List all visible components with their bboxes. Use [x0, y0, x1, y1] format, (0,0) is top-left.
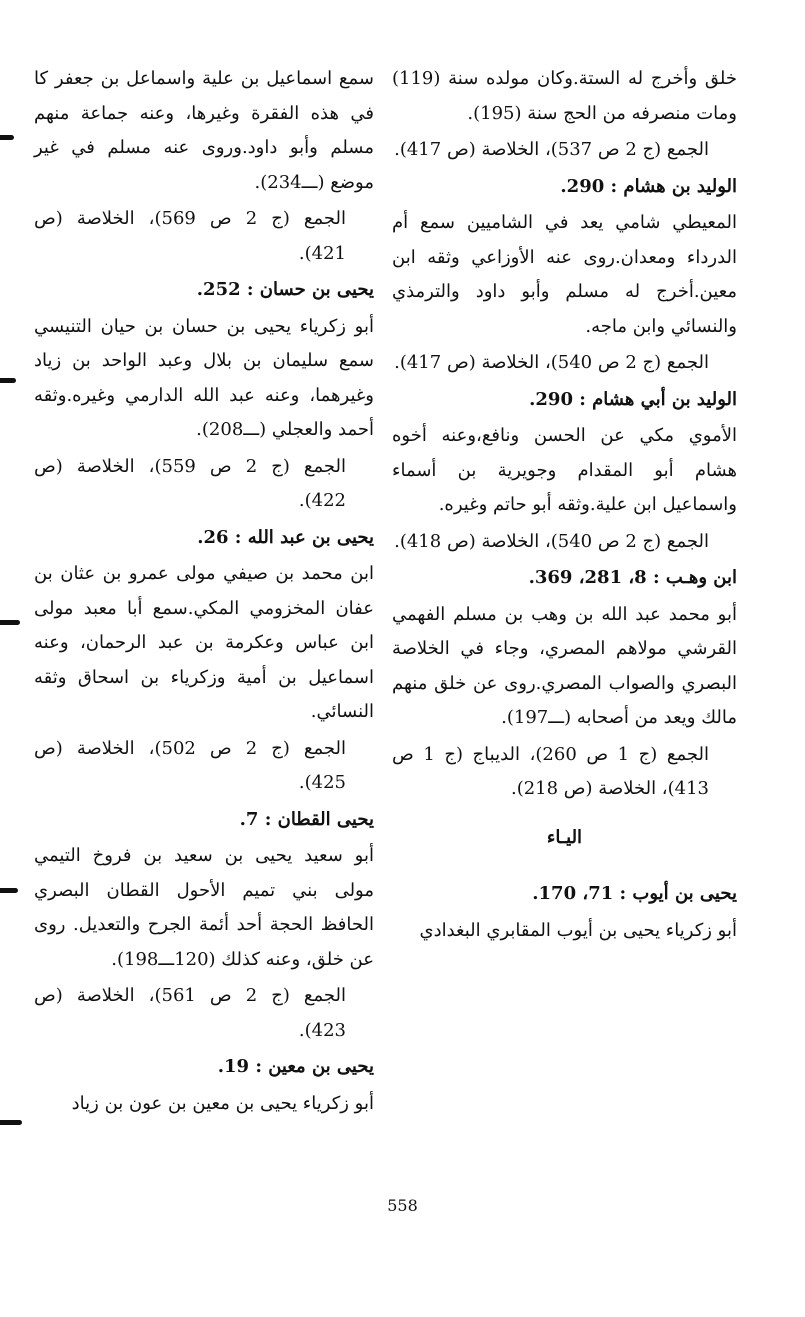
entry-reference: الجمع (ج 1 ص 260)، الديباج (ج 1 ص 413)، الخلاصة (ص 218).	[392, 743, 709, 799]
scan-mark	[0, 135, 14, 140]
entry-reference: الجمع (ج 2 ص 540)، الخلاصة (ص 417).	[394, 352, 709, 373]
entry-heading: ابن وهـب : 8، 281، 369.	[528, 567, 737, 588]
entry-reference: الجمع (ج 2 ص 561)، الخلاصة (ص 423).	[34, 985, 346, 1041]
scan-mark	[0, 378, 16, 383]
right-column	[392, 62, 737, 950]
entry-text: ابن محمد بن صيفي مولى عمرو بن عثان بن عفان المخزومي المكي.سمع أبا معبد مولى ابن عباس وعكرمة بن عبد الرحمان، وعنه اسماعيل بن أمية وزكرياء بن اسحاق وثقه النسائي.	[34, 563, 374, 722]
entry-heading: يحيى بن حسان : 252.	[196, 279, 374, 300]
entry-reference: الجمع (ج 2 ص 537)، الخلاصة (ص 417).	[394, 139, 709, 160]
left-column	[34, 62, 374, 1123]
scan-mark	[0, 1120, 22, 1125]
entry-text: خلق وأخرج له الستة.وكان مولده سنة (119) ومات منصرفه من الحج سنة (195).	[392, 68, 737, 124]
entry-reference: الجمع (ج 2 ص 502)، الخلاصة (ص 425).	[34, 737, 346, 793]
entry-reference: الجمع (ج 2 ص 569)، الخلاصة (ص 421).	[34, 208, 346, 264]
entry-text: أبو زكرياء يحيى بن أيوب المقابري البغدادي	[419, 919, 737, 941]
entry-heading: الوليد بن هشام : 290.	[560, 175, 737, 197]
entry-text: أبو زكرياء يحيى بن حسان بن حيان التنيسي سمع سليمان بن بلال وعبد الواحد بن زياد وغيرهما، وعنه عبد الله الدارمي وغيره.وثقه أحمد والعجلي (ـــ208).	[34, 315, 374, 440]
scan-mark	[0, 888, 18, 893]
entry-text: الأموي مكي عن الحسن ونافع،وعنه أخوه هشام أبو المقدام وجويرية بن أسماء واسماعيل ابن علية.وثقه أبو حاتم وغيره.	[392, 425, 737, 515]
entry-text: المعيطي شامي يعد في الشاميين سمع أم الدرداء ومعدان.روى عنه الأوزاعي وثقه ابن معين.أخرج له مسلم وأبو داود والترمذي والنسائي وابن ماجه.	[392, 212, 737, 337]
entry-heading: يحيى القطان : 7.	[239, 808, 374, 830]
entry-heading: يحيى بن عبد الله : 26.	[197, 526, 374, 548]
entry-heading: يحيى بن أيوب : 71، 170.	[532, 883, 737, 904]
entry-text: أبو سعيد يحيى بن سعيد بن فروخ التيمي مولى بني تميم الأحول القطان البصري الحافظ الحجة أحد أئمة الجرح والتعديل. روى عن خلق، وعنه كذلك (120ـــ198).	[34, 845, 374, 970]
entry-text: أبو محمد عبد الله بن وهب بن مسلم الفهمي القرشي مولاهم المصري، وجاء في الخلاصة البصري والصواب المصري.روى عن خلق منهم مالك ويعد من أصحابه (ـــ197).	[392, 603, 737, 728]
entry-reference: الجمع (ج 2 ص 559)، الخلاصة (ص 422).	[34, 455, 346, 511]
entry-reference: الجمع (ج 2 ص 540)، الخلاصة (ص 418).	[394, 530, 709, 552]
section-heading: اليـاء	[546, 826, 583, 848]
entry-heading: يحيى بن معين : 19.	[217, 1056, 374, 1077]
entry-heading: الوليد بن أبي هشام : 290.	[529, 388, 737, 410]
entry-text: أبو زكرياء يحيى بن معين بن عون بن زياد	[71, 1092, 374, 1114]
entry-text: سمع اسماعيل بن علية واسماعل بن جعفر كا في هذه الفقرة وغيرها، وعنه جماعة منهم مسلم وأبو داود.وروى عنه مسلم في غير موضع (ـــ234).	[34, 68, 374, 193]
page-number: 558	[387, 1196, 418, 1215]
scan-mark	[0, 620, 20, 625]
